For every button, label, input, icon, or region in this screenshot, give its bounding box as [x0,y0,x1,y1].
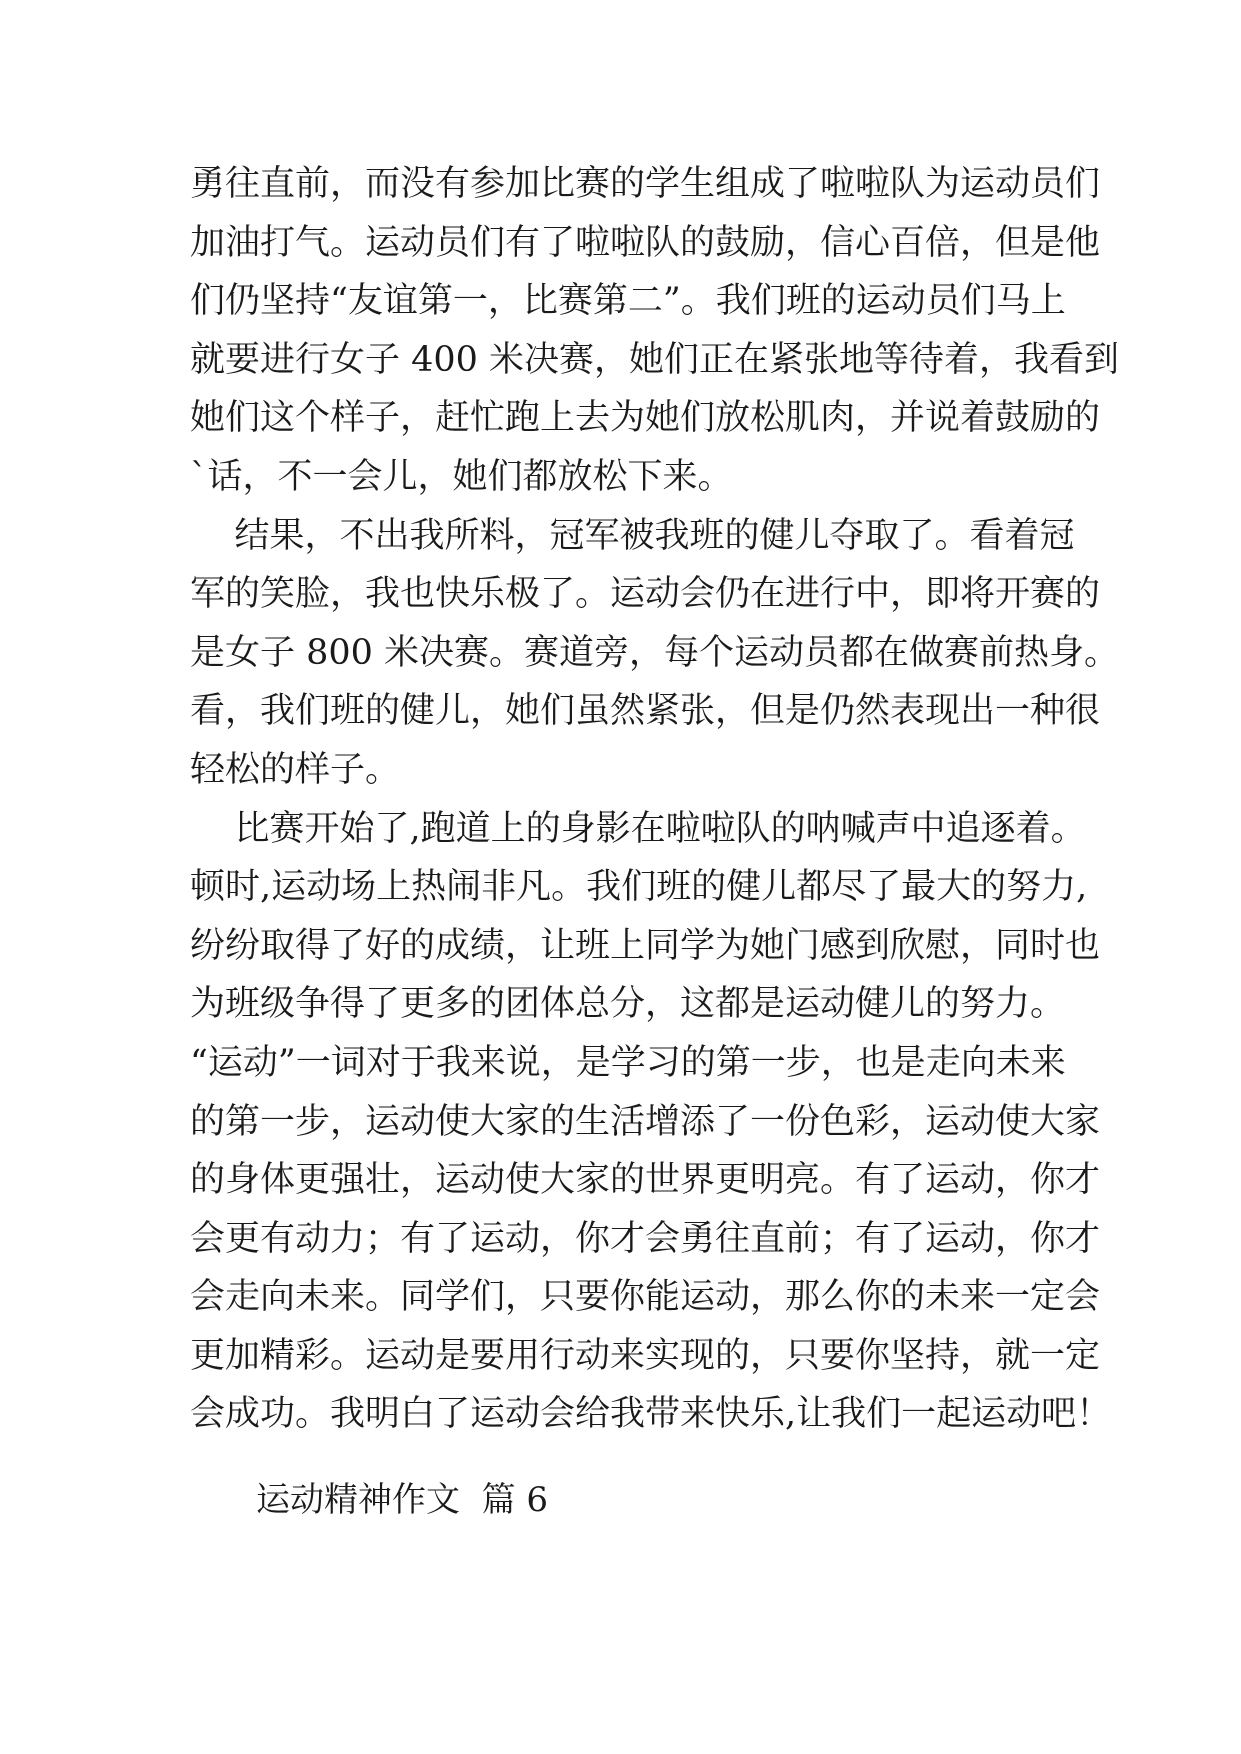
essay-body [190,155,1120,1444]
text-line: 就要进行女子 400 米决赛，她们正在紧张地等待着，我看到 [190,339,1120,380]
text-line: 会成功。我明白了运动会给我带来快乐,让我们一起运动吧！ [190,1394,1112,1435]
text-line: “运动”一词对于我来说，是学习的第一步，也是走向未来 [190,1042,1066,1083]
text-line: 看，我们班的健儿，她们虽然紧张，但是仍然表现出一种很 [190,691,1101,732]
text-line: 轻松的样子。 [190,749,401,790]
text-line: 的第一步，运动使大家的生活增添了一份色彩，运动使大家 [190,1101,1101,1142]
text-line: 纷纷取得了好的成绩，让班上同学为她门感到欣慰，同时也 [190,925,1101,966]
text-line: 勇往直前，而没有参加比赛的学生组成了啦啦队为运动员们 [190,164,1101,204]
text-line: 军的笑脸，我也快乐极了。运动会仍在进行中，即将开赛的 [190,574,1101,615]
text-line: 顿时,运动场上热闹非凡。我们班的健儿都尽了最大的努力, [190,867,1088,908]
section-heading: 运动精神作文 篇 6 [256,1480,549,1520]
text-line: 比赛开始了,跑道上的身影在啦啦队的呐喊声中追逐着。 [190,808,1086,849]
text-line: 为班级争得了更多的团体总分，这都是运动健儿的努力。 [190,984,1066,1025]
text-line: 加油打气。运动员们有了啦啦队的鼓励，信心百倍，但是他 [190,222,1101,263]
text-line: 会更有动力；有了运动，你才会勇往直前；有了运动，你才 [190,1218,1101,1259]
text-line: `话，不一会儿，她们都放松下来。 [190,456,733,497]
text-line: 她们这个样子，赶忙跑上去为她们放松肌肉，并说着鼓励的 [190,398,1101,439]
text-line: 结果，不出我所料，冠军被我班的健儿夺取了。看着冠 [190,515,1075,556]
text-line: 是女子 800 米决赛。赛道旁，每个运动员都在做赛前热身。 [190,632,1120,673]
text-line: 的身体更强壮，运动使大家的世界更明亮。有了运动，你才 [190,1160,1101,1201]
text-line: 更加精彩。运动是要用行动来实现的，只要你坚持，就一定 [190,1335,1101,1376]
text-line: 会走向未来。同学们，只要你能运动，那么你的未来一定会 [190,1277,1101,1318]
text-line: 们仍坚持“友谊第一，比赛第二”。我们班的运动员们马上 [190,281,1066,322]
